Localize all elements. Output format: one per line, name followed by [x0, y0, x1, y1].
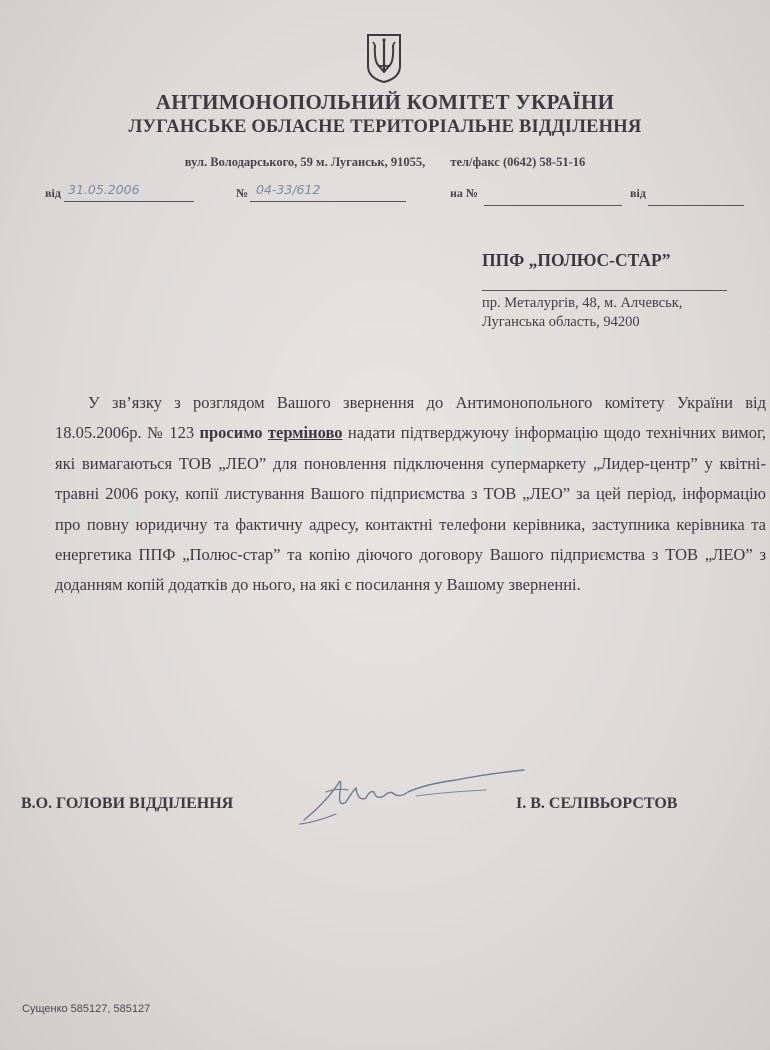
- signatory-name: І. В. СЕЛІВЬОРСТОВ: [516, 795, 678, 812]
- recipient-address-line1: пр. Металургів, 48, м. Алчевськ,: [482, 295, 683, 311]
- org-phone: тел/факс (0642) 58-51-16: [450, 155, 586, 169]
- handwritten-signature: [296, 762, 526, 832]
- body-emphasis-request: просимо: [199, 423, 263, 443]
- recipient-name: ППФ „ПОЛЮС-СТАР”: [482, 250, 671, 270]
- signatory-title: В.О. ГОЛОВИ ВІДДІЛЕННЯ: [21, 795, 234, 812]
- executor-contact: Сущенко 585127, 585127: [22, 1003, 151, 1015]
- number-underline: [250, 201, 406, 202]
- org-address-line: [0, 155, 770, 170]
- recipient-underline: [482, 290, 727, 291]
- letter-body: [55, 388, 766, 601]
- from-date-underline: [64, 201, 194, 202]
- from-date: 31.05.2006: [68, 182, 140, 197]
- to-date-label: від: [630, 186, 646, 200]
- to-number-label: на №: [450, 186, 478, 200]
- to-number-underline: [484, 205, 622, 206]
- body-part1: У зв’язку з розглядом Вашого звернення до Антимонопольного комітету України від 18.05.2006р. № 123: [55, 393, 766, 443]
- body-emphasis-urgent: терміново: [267, 423, 343, 443]
- number-value: 04-33/612: [256, 182, 321, 197]
- org-address: вул. Володарського, 59 м. Луганськ, 91055,: [184, 155, 426, 169]
- from-label: від: [45, 186, 61, 200]
- body-part2: надати підтверджуючу інформацію щодо технічних вимог, які вимагаються ТОВ „ЛЕО” для поновлення підключення супермаркету „Лидер-центр” у квітні-травні 2006 року, копії листування Вашого підприємства з ТОВ „ЛЕО” за цей період, інформацію про повну юридичну та фактичну адресу, контактні телефони керівника, заступника керівника та енергетика ППФ „Полюс-стар” та копію діючого договору Вашого підприємства з ТОВ „ЛЕО” з доданням копій додатків до нього, на які є посилання у Вашому зверненні.: [55, 423, 766, 595]
- org-title: АНТИМОНОПОЛЬНИЙ КОМІТЕТ УКРАЇНИ: [155, 90, 615, 114]
- org-subtitle: ЛУГАНСЬКЕ ОБЛАСНЕ ТЕРИТОРІАЛЬНЕ ВІДДІЛЕННЯ: [128, 117, 642, 137]
- to-date-underline: [648, 205, 744, 206]
- number-label: №: [236, 186, 249, 200]
- trident-coat-of-arms-icon: [365, 32, 403, 84]
- recipient-address-line2: Луганська область, 94200: [482, 314, 640, 330]
